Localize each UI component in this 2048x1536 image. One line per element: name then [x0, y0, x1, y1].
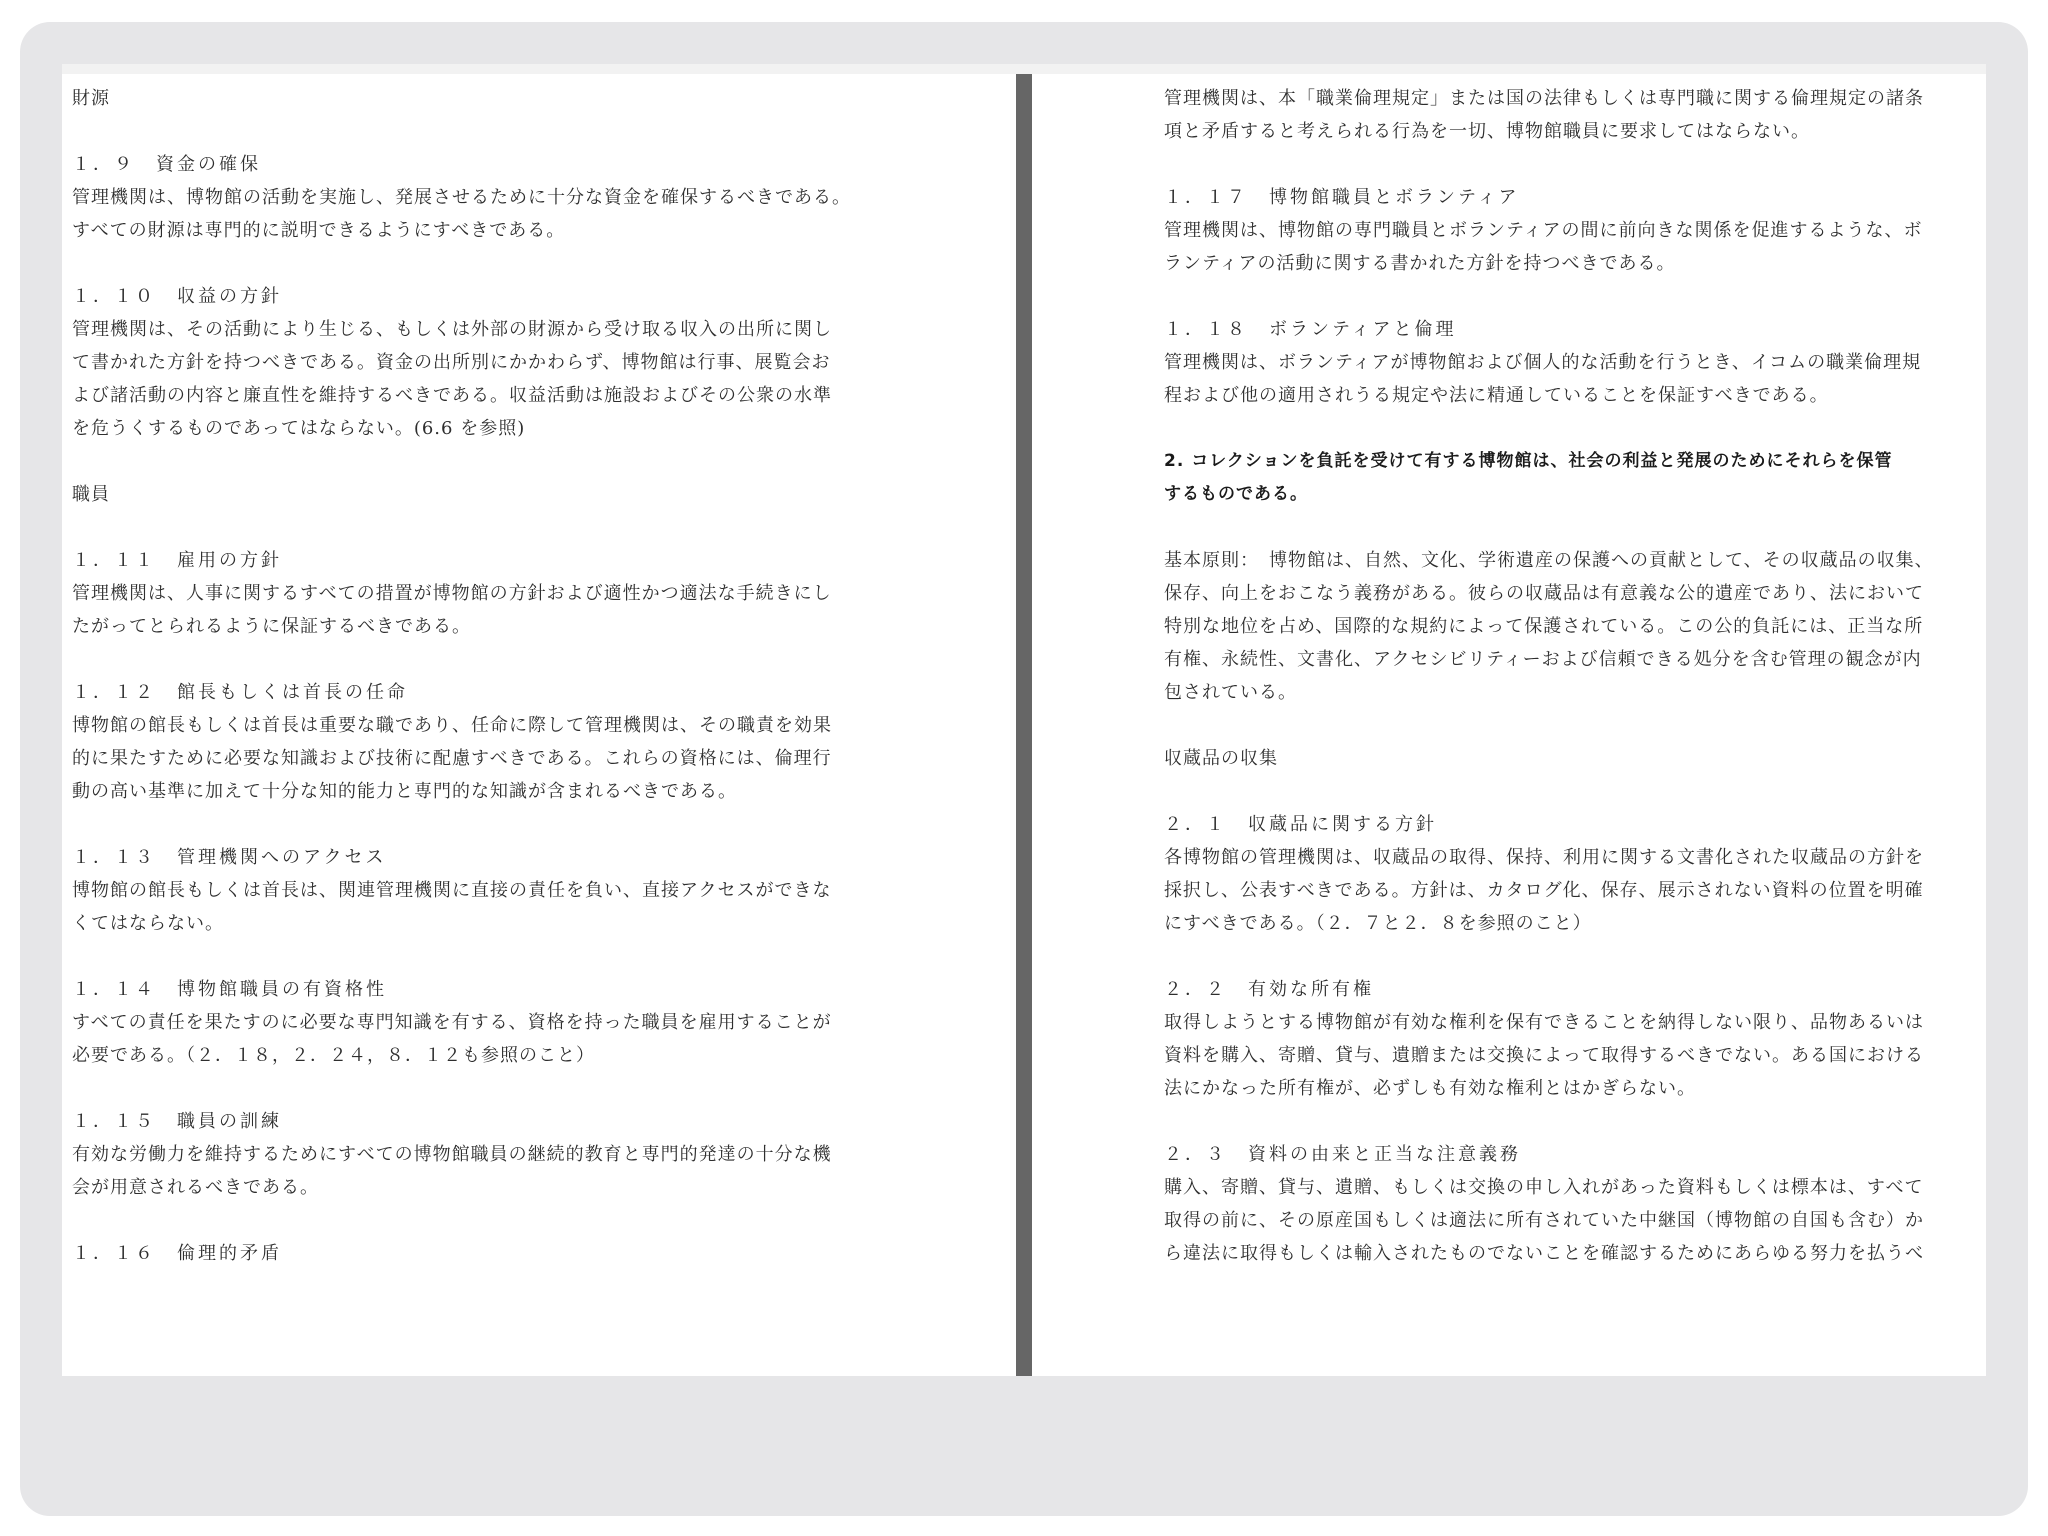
clause-line: 的に果たすために必要な知識および技術に配慮すべきである。これらの資格には、倫理行 — [72, 748, 832, 769]
clause-heading: １．１５ 職員の訓練 — [72, 1111, 282, 1132]
clause — [72, 676, 888, 808]
clause-line: たがってとられるように保証するべきである。 — [72, 616, 471, 637]
clause — [72, 973, 888, 1072]
clause-line: 取得の前に、その原産国もしくは適法に所有されていた中継国（博物館の自国も含む）か — [1164, 1210, 1924, 1231]
paragraph-line: 保存、向上をおこなう義務がある。彼らの収蔵品は有意義な公的遺産であり、法において — [1164, 583, 1924, 604]
clause — [72, 148, 888, 247]
clause-continuation — [1164, 82, 1984, 148]
clause-line: 程および他の適用されうる規定や法に精通していることを保証すべきである。 — [1164, 385, 1829, 406]
clause-line: すべての責任を果たすのに必要な専門知識を有する、資格を持った職員を雇用することが — [72, 1012, 832, 1033]
clause-heading: １．１８ ボランティアと倫理 — [1164, 319, 1457, 340]
clause — [72, 544, 888, 643]
clause-line: 動の高い基準に加えて十分な知的能力と専門的な知識が含まれるべきである。 — [72, 781, 737, 802]
clause — [72, 841, 888, 940]
clause-line: 必要である。（２．１８，２．２４，８．１２も参照のこと） — [72, 1045, 595, 1066]
clause-line: 項と矛盾すると考えられる行為を一切、博物館職員に要求してはならない。 — [1164, 121, 1810, 142]
section-heading — [1164, 742, 1984, 775]
clause-line: くてはならない。 — [72, 913, 224, 934]
paragraph-line: 包されている。 — [1164, 682, 1297, 703]
clause-heading: １．１１ 雇用の方針 — [72, 550, 282, 571]
left-page — [72, 82, 888, 1303]
right-page — [1164, 82, 1984, 1303]
paragraph-line: 基本原則： 博物館は、自然、文化、学術遺産の保護への貢献として、その収蔵品の収集、 — [1164, 550, 1934, 571]
clause-line: 採択し、公表すべきである。方針は、カタログ化、保存、展示されない資料の位置を明確 — [1164, 880, 1924, 901]
clause-line: 資料を購入、寄贈、貸与、遺贈または交換によって取得するべきでない。ある国における — [1164, 1045, 1924, 1066]
clause-line: 取得しようとする博物館が有効な権利を保有できることを納得しない限り、品物あるいは — [1164, 1012, 1924, 1033]
clause — [72, 1237, 888, 1270]
principle-paragraph — [1164, 544, 1984, 709]
clause — [1164, 973, 1984, 1105]
page-divider — [1016, 74, 1032, 1376]
clause-line: 管理機関は、本「職業倫理規定」または国の法律もしくは専門職に関する倫理規定の諸条 — [1164, 88, 1924, 109]
clause-heading: ２．２ 有効な所有権 — [1164, 979, 1374, 1000]
clause-line: 管理機関は、人事に関するすべての措置が博物館の方針および適性かつ適法な手続きにし — [72, 583, 832, 604]
chapter-title-line: 2. コレクションを負託を受けて有する博物館は、社会の利益と発展のためにそれらを保管 — [1164, 451, 1893, 471]
clause-heading: ２．１ 収蔵品に関する方針 — [1164, 814, 1437, 835]
clause-line: 博物館の館長もしくは首長は、関連管理機関に直接の責任を負い、直接アクセスができな — [72, 880, 832, 901]
clause-heading: １．１２ 館長もしくは首長の任命 — [72, 682, 408, 703]
section-title: 財源 — [72, 88, 110, 109]
paragraph-line: 特別な地位を占め、国際的な規約によって保護されている。この公的負託には、正当な所 — [1164, 616, 1924, 637]
clause-line: 博物館の館長もしくは首長は重要な職であり、任命に際して管理機関は、その職責を効果 — [72, 715, 832, 736]
clause — [1164, 1138, 1984, 1270]
clause — [1164, 313, 1984, 412]
clause-line: 会が用意されるべきである。 — [72, 1177, 319, 1198]
clause-heading: １．１４ 博物館職員の有資格性 — [72, 979, 387, 1000]
clause-heading: １．１７ 博物館職員とボランティア — [1164, 187, 1520, 208]
clause — [72, 280, 888, 445]
clause-heading: １．１３ 管理機関へのアクセス — [72, 847, 387, 868]
clause-line: て書かれた方針を持つべきである。資金の出所別にかかわらず、博物館は行事、展覧会お — [72, 352, 831, 373]
clause-line: 法にかなった所有権が、必ずしも有効な権利とはかぎらない。 — [1164, 1078, 1696, 1099]
clause-line: 管理機関は、ボランティアが博物館および個人的な活動を行うとき、イコムの職業倫理規 — [1164, 352, 1922, 373]
section-heading — [72, 82, 888, 115]
clause-line: よび諸活動の内容と廉直性を維持するべきである。収益活動は施設およびその公衆の水準 — [72, 385, 832, 406]
clause — [1164, 181, 1984, 280]
section-title: 職員 — [72, 484, 110, 505]
clause-line: 管理機関は、博物館の活動を実施し、発展させるために十分な資金を確保するべきである。 — [72, 187, 851, 208]
clause-line: 有効な労働力を維持するためにすべての博物館職員の継続的教育と専門的発達の十分な機 — [72, 1144, 832, 1165]
clause-heading: ２．３ 資料の由来と正当な注意義務 — [1164, 1144, 1521, 1165]
section-title: 収蔵品の収集 — [1164, 748, 1278, 769]
clause-heading: １．１０ 収益の方針 — [72, 286, 282, 307]
paragraph-line: 有権、永続性、文書化、アクセシビリティーおよび信頼できる処分を含む管理の観念が内 — [1164, 649, 1922, 670]
clause-line: を危うくするものであってはならない。(6.6 を参照) — [72, 418, 526, 439]
clause-heading: １．１６ 倫理的矛盾 — [72, 1243, 282, 1264]
clause-line: 購入、寄贈、貸与、遺贈、もしくは交換の申し入れがあった資料もしくは標本は、すべて — [1164, 1177, 1924, 1198]
clause-line: 各博物館の管理機関は、収蔵品の取得、保持、利用に関する文書化された収蔵品の方針を — [1164, 847, 1924, 868]
clause — [1164, 808, 1984, 940]
chapter-heading — [1164, 445, 1984, 511]
section-heading — [72, 478, 888, 511]
clause-line: すべての財源は専門的に説明できるようにすべきである。 — [72, 220, 566, 241]
clause-line: 管理機関は、博物館の専門職員とボランティアの間に前向きな関係を促進するような、ボ — [1164, 220, 1923, 241]
clause-line: ら違法に取得もしくは輸入されたものでないことを確認するためにあらゆる努力を払うべ — [1164, 1243, 1924, 1264]
chapter-title-line: するものである。 — [1164, 484, 1308, 504]
viewer-frame — [20, 22, 2028, 1516]
clause-line: ランティアの活動に関する書かれた方針を持つべきである。 — [1164, 253, 1676, 274]
clause — [72, 1105, 888, 1204]
clause-line: にすべきである。（２．７と２．８を参照のこと） — [1164, 913, 1592, 934]
clause-line: 管理機関は、その活動により生じる、もしくは外部の財源から受け取る収入の出所に関し — [72, 319, 832, 340]
clause-heading: １．９ 資金の確保 — [72, 154, 261, 175]
